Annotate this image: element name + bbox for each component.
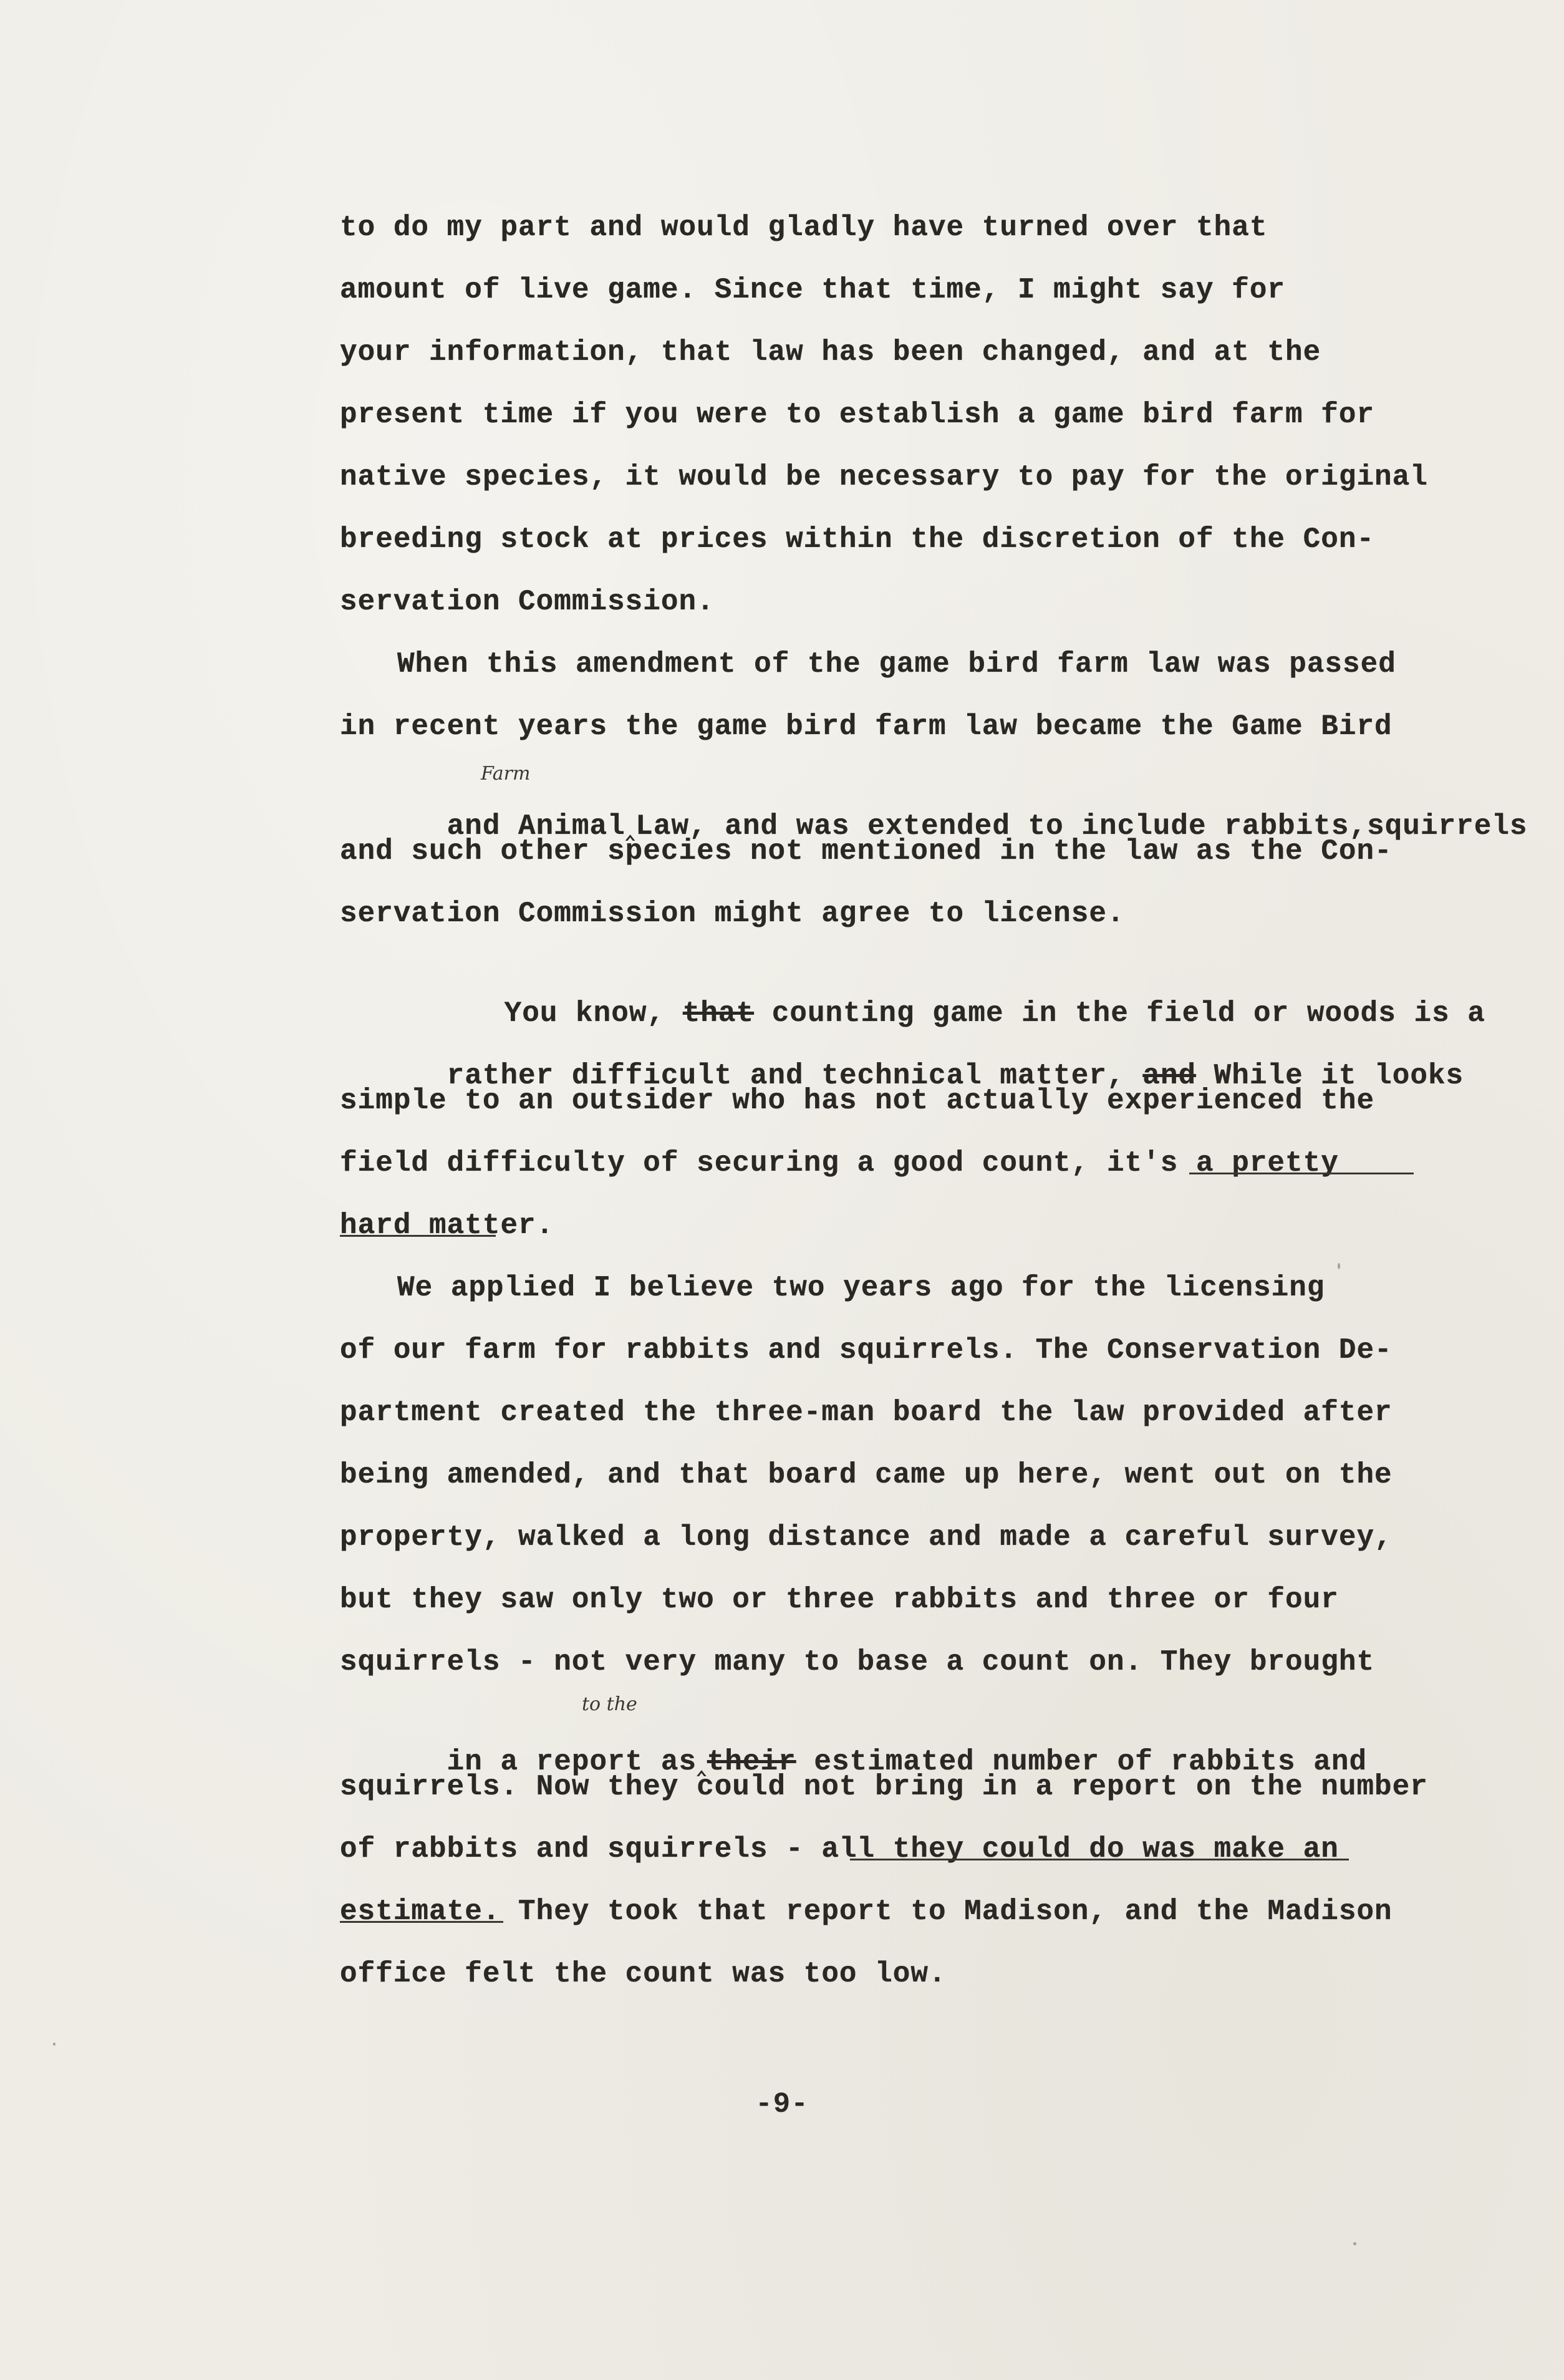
paper-fleck — [1338, 1263, 1340, 1269]
paper-fleck — [1353, 2242, 1356, 2245]
page-number: -9- — [755, 2088, 809, 2121]
text-line: hard matter. — [340, 1209, 554, 1242]
text-line: amount of live game. Since that time, I might say for — [340, 274, 1286, 306]
text-line: squirrels - not very many to base a count on. They brought — [340, 1646, 1375, 1678]
paper-fleck — [53, 2043, 56, 2046]
text-line: and such other species not mentioned in the law as the Con- — [340, 835, 1393, 868]
caret-mark: ‸ — [697, 1746, 707, 1778]
text-line: estimate. They took that report to Madison, and the Madison — [340, 1895, 1393, 1928]
text-line: breeding stock at prices within the discretion of the Con- — [340, 523, 1375, 556]
text-segment: in a report as — [447, 1746, 697, 1778]
caret-mark: ‸ — [625, 810, 636, 843]
text-line-with-strike — [340, 1020, 1464, 1092]
text-segment: estimated number of rabbits and — [814, 1746, 1368, 1778]
text-line: partment created the three-man board the law provided after — [340, 1396, 1393, 1429]
text-segment: and Animal — [447, 810, 625, 843]
text-segment: While it looks — [1214, 1060, 1464, 1092]
text-segment: Law, and was extended to include rabbits,squirrels — [635, 810, 1528, 843]
text-line: but they saw only two or three rabbits and three or four — [340, 1584, 1339, 1616]
text-line: squirrels. Now they could not bring in a report on the number — [340, 1771, 1428, 1803]
struck-word: their — [707, 1746, 796, 1778]
text-line: of our farm for rabbits and squirrels. The Conservation De- — [340, 1334, 1393, 1367]
text-segment: You know, — [504, 997, 665, 1030]
text-line: of rabbits and squirrels - all they could do was make an — [340, 1833, 1339, 1865]
text-line: in recent years the game bird farm law became the Game Bird — [340, 710, 1393, 743]
hand-underline — [340, 1235, 496, 1237]
text-line: present time if you were to establish a game bird farm for — [340, 399, 1375, 431]
hand-underline — [1189, 1173, 1414, 1174]
text-line: When this amendment of the game bird farm law was passed — [397, 648, 1396, 680]
handwritten-insertion: Farm — [481, 763, 531, 785]
text-line: servation Commission might agree to license. — [340, 897, 1125, 930]
text-line: servation Commission. — [340, 586, 715, 618]
hand-underline — [340, 1921, 503, 1923]
text-line: property, walked a long distance and made a careful survey, — [340, 1521, 1393, 1554]
text-line-with-strike — [397, 957, 1485, 1030]
text-line: We applied I believe two years ago for the licensing — [397, 1272, 1325, 1304]
text-line: being amended, and that board came up here, went out on the — [340, 1459, 1393, 1491]
text-line: simple to an outsider who has not actually experienced the — [340, 1085, 1375, 1117]
handwritten-insertion: to the — [582, 1693, 637, 1715]
text-line: field difficulty of securing a good count, it's a pretty — [340, 1147, 1339, 1179]
text-segment: rather difficult and technical matter, — [447, 1060, 1125, 1092]
text-segment: counting game in the field or woods is a — [771, 997, 1485, 1030]
text-line-with-strike — [340, 1706, 1368, 1778]
struck-word: and — [1142, 1060, 1197, 1092]
hand-underline — [850, 1859, 1349, 1860]
text-line: to do my part and would gladly have turned over that — [340, 211, 1268, 244]
text-line: office felt the count was too low. — [340, 1958, 947, 1990]
struck-word: that — [682, 997, 755, 1030]
text-line: native species, it would be necessary to pay for the original — [340, 461, 1428, 493]
text-line: your information, that law has been changed, and at the — [340, 336, 1321, 369]
